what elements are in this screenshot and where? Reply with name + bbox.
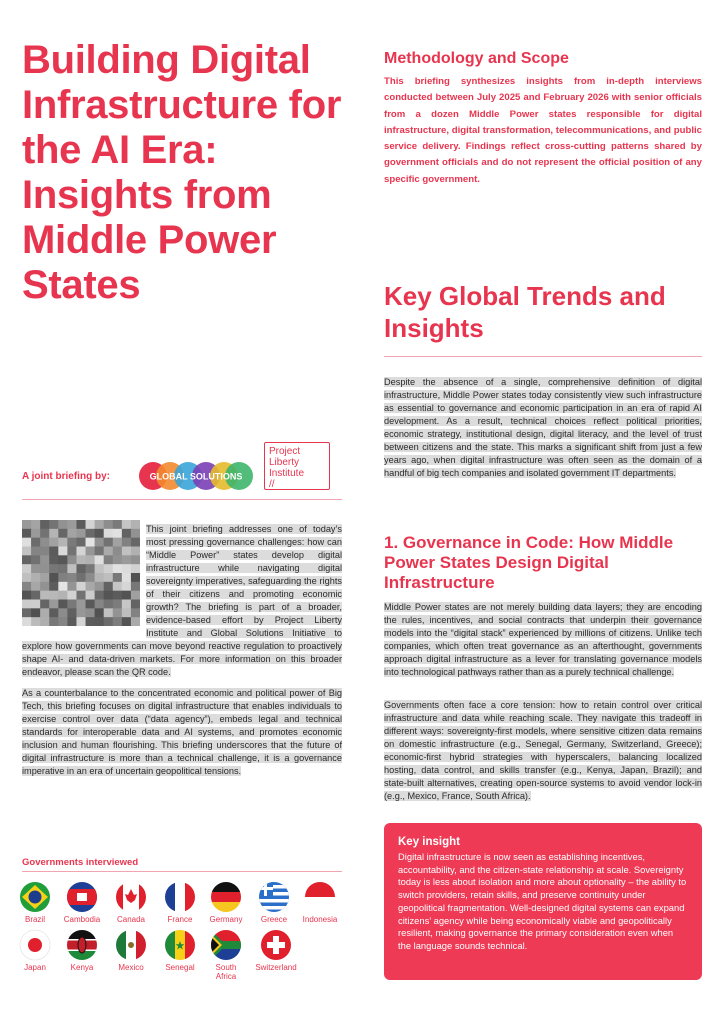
flag-switzerland bbox=[246, 929, 306, 972]
section1-heading: 1. Governance in Code: How Middle Power States Design Digital Infrastructure bbox=[384, 533, 674, 592]
flag-mexico bbox=[103, 929, 159, 972]
joint-briefing-label: A joint briefing by: bbox=[22, 471, 110, 482]
germany-flag-icon bbox=[210, 881, 242, 913]
trends-text bbox=[384, 376, 702, 480]
intro-paragraph-2 bbox=[22, 687, 342, 778]
indonesia-flag-icon bbox=[304, 881, 336, 913]
senegal-flag-icon bbox=[164, 929, 196, 961]
country-name: Switzerland bbox=[255, 963, 297, 972]
section1-paragraph-2-content: Governments often face a core tension: how to retain control over critical infrastructure and data while reaching scale. They navigate this tradeoff in different ways: sovereignty-first models, where sensitive citizen data remains on domestic infrastructure (e.g., Senegal, Germany, Switzerland, Greece); economic-first hybrid strategies with hyperscalers, balancing localized hosting, data control, and skills transfer (e.g., Kenya, Japan, Brazil); and state-built alternatives, creating open-source systems to avoid vendor lock-in (e.g., Mexico, France, South Africa). bbox=[384, 700, 702, 801]
trends-heading: Key Global Trends and Insights bbox=[384, 281, 666, 343]
pli-logo-line: Liberty bbox=[269, 457, 300, 468]
key-insight-box bbox=[384, 823, 702, 980]
joint-divider bbox=[22, 499, 342, 500]
flag-kenya bbox=[54, 929, 110, 972]
flag-cambodia bbox=[54, 881, 110, 924]
country-name: Germany bbox=[209, 915, 243, 924]
methodology-text: This briefing synthesizes insights from in-depth interviews conducted between July 2025 and February 2026 with senior officials from a dozen Middle Power states responsible for digital infrastructure, digital transformation, telecommunications, and public service delivery. Findings reflect cross-cutting patterns shared by government officials and do not represent the official position of any specific government. bbox=[384, 76, 702, 185]
greece-flag-icon bbox=[258, 881, 290, 913]
trends-divider bbox=[384, 356, 702, 357]
section1-paragraph-1-content: Middle Power states are not merely building data layers; they are encoding the rules, incentives, and social contracts that underpin their governance models into the “digital stack” experienced by millions of citizens. Unlike tech companies, which often treat governance as an afterthought, governments approach digital infrastructure as a lever for translating governance models into technological pathways rather than as a purely technical challenge. bbox=[384, 602, 702, 677]
section1-paragraph-1 bbox=[384, 601, 702, 679]
methodology-heading: Methodology and Scope bbox=[384, 50, 569, 67]
country-name: Senegal bbox=[165, 963, 195, 972]
country-name: Greece bbox=[260, 915, 288, 924]
country-name: France bbox=[167, 915, 193, 924]
country-name: Kenya bbox=[70, 963, 94, 972]
country-name: Canada bbox=[116, 915, 146, 924]
country-name: Japan bbox=[24, 963, 46, 972]
global-solutions-logo bbox=[138, 461, 254, 491]
switzerland-flag-icon bbox=[260, 929, 292, 961]
cambodia-flag-icon bbox=[66, 881, 98, 913]
section1-paragraph-2 bbox=[384, 699, 702, 803]
france-flag-icon bbox=[164, 881, 196, 913]
project-liberty-institute-logo bbox=[264, 442, 330, 490]
governments-heading: Governments interviewed bbox=[22, 857, 139, 868]
intro-paragraph-1 bbox=[22, 523, 342, 679]
country-name: Cambodia bbox=[63, 915, 101, 924]
mexico-flag-icon bbox=[115, 929, 147, 961]
key-insight-text: Digital infrastructure is now seen as establishing incentives, accountability, and the citizen-state relationship at scale. Sovereignty today is less about isolation and more about optionality – the ability to switch providers, retain skills, and preserve continuity under geopolitical fragmentation. Well-designed digital systems can expand citizens’ agency while being economically viable and geopolitically resilient, making governance the primary consideration even when the language sounds technical. bbox=[398, 851, 687, 951]
canada-flag-icon bbox=[115, 881, 147, 913]
flag-canada bbox=[103, 881, 159, 924]
key-insight-heading: Key insight bbox=[398, 836, 460, 848]
country-name: South Africa bbox=[215, 963, 237, 981]
governments-divider bbox=[22, 871, 342, 872]
intro-paragraph-2-content: As a counterbalance to the concentrated economic and political power of Big Tech, this briefing focuses on digital infrastructure that enables individuals to exercise control over data (“data agency”), embeds legal and technical standards for interoperable data and AI systems, and promotes economic inclusion and human flourishing. This briefing underscores that the future of digital infrastructure is more than a technical challenge, it is a governance imperative in an era of uncertain geopolitical tensions. bbox=[22, 688, 342, 776]
pli-logo-line: Institute bbox=[269, 468, 305, 479]
flag-indonesia bbox=[292, 881, 348, 924]
pli-logo-line: Project bbox=[269, 446, 301, 457]
trends-text-content: Despite the absence of a single, comprehensive definition of digital infrastructure, Middle Power states today consistently view such infrastructure as essential to governance and economic participation in an era of rapid AI development. As a result, technical choices reflect political priorities, economic strategy, institutional design, digital literacy, and the level of trust between citizens and the state. This marks a significant shift from just a few years ago, when digital infrastructure was often seen as the domain of a handful of big tech companies and isolated government IT departments. bbox=[384, 377, 702, 478]
country-name: Mexico bbox=[118, 963, 144, 972]
pli-logo-line: // bbox=[269, 479, 275, 490]
page-title: Building Digital Infrastructure for the AI Era: Insights from Middle Power States bbox=[22, 38, 342, 307]
brazil-flag-icon bbox=[19, 881, 51, 913]
country-name: Brazil bbox=[24, 915, 45, 924]
kenya-flag-icon bbox=[66, 929, 98, 961]
japan-flag-icon bbox=[19, 929, 51, 961]
global-solutions-logo-text: GLOBAL SOLUTIONS bbox=[149, 471, 243, 482]
country-name: Indonesia bbox=[302, 915, 338, 924]
intro-paragraph-1-content: This joint briefing addresses one of today’s most pressing governance challenges: how can “Middle Power” states develop digital infrastructure while navigating digital sovereignty imperatives, safeguarding the rights of their citizens and promoting economic growth? The briefing is part of a broader, evidence-based effort by Project Liberty Institute and Global Solutions Initiative to explore how governments can move beyond reactive regulation to proactively shape AI- and data-driven markets. For more information on this broader endeavor, please scan the QR code. bbox=[22, 524, 342, 677]
south-africa-flag-icon bbox=[210, 929, 242, 961]
